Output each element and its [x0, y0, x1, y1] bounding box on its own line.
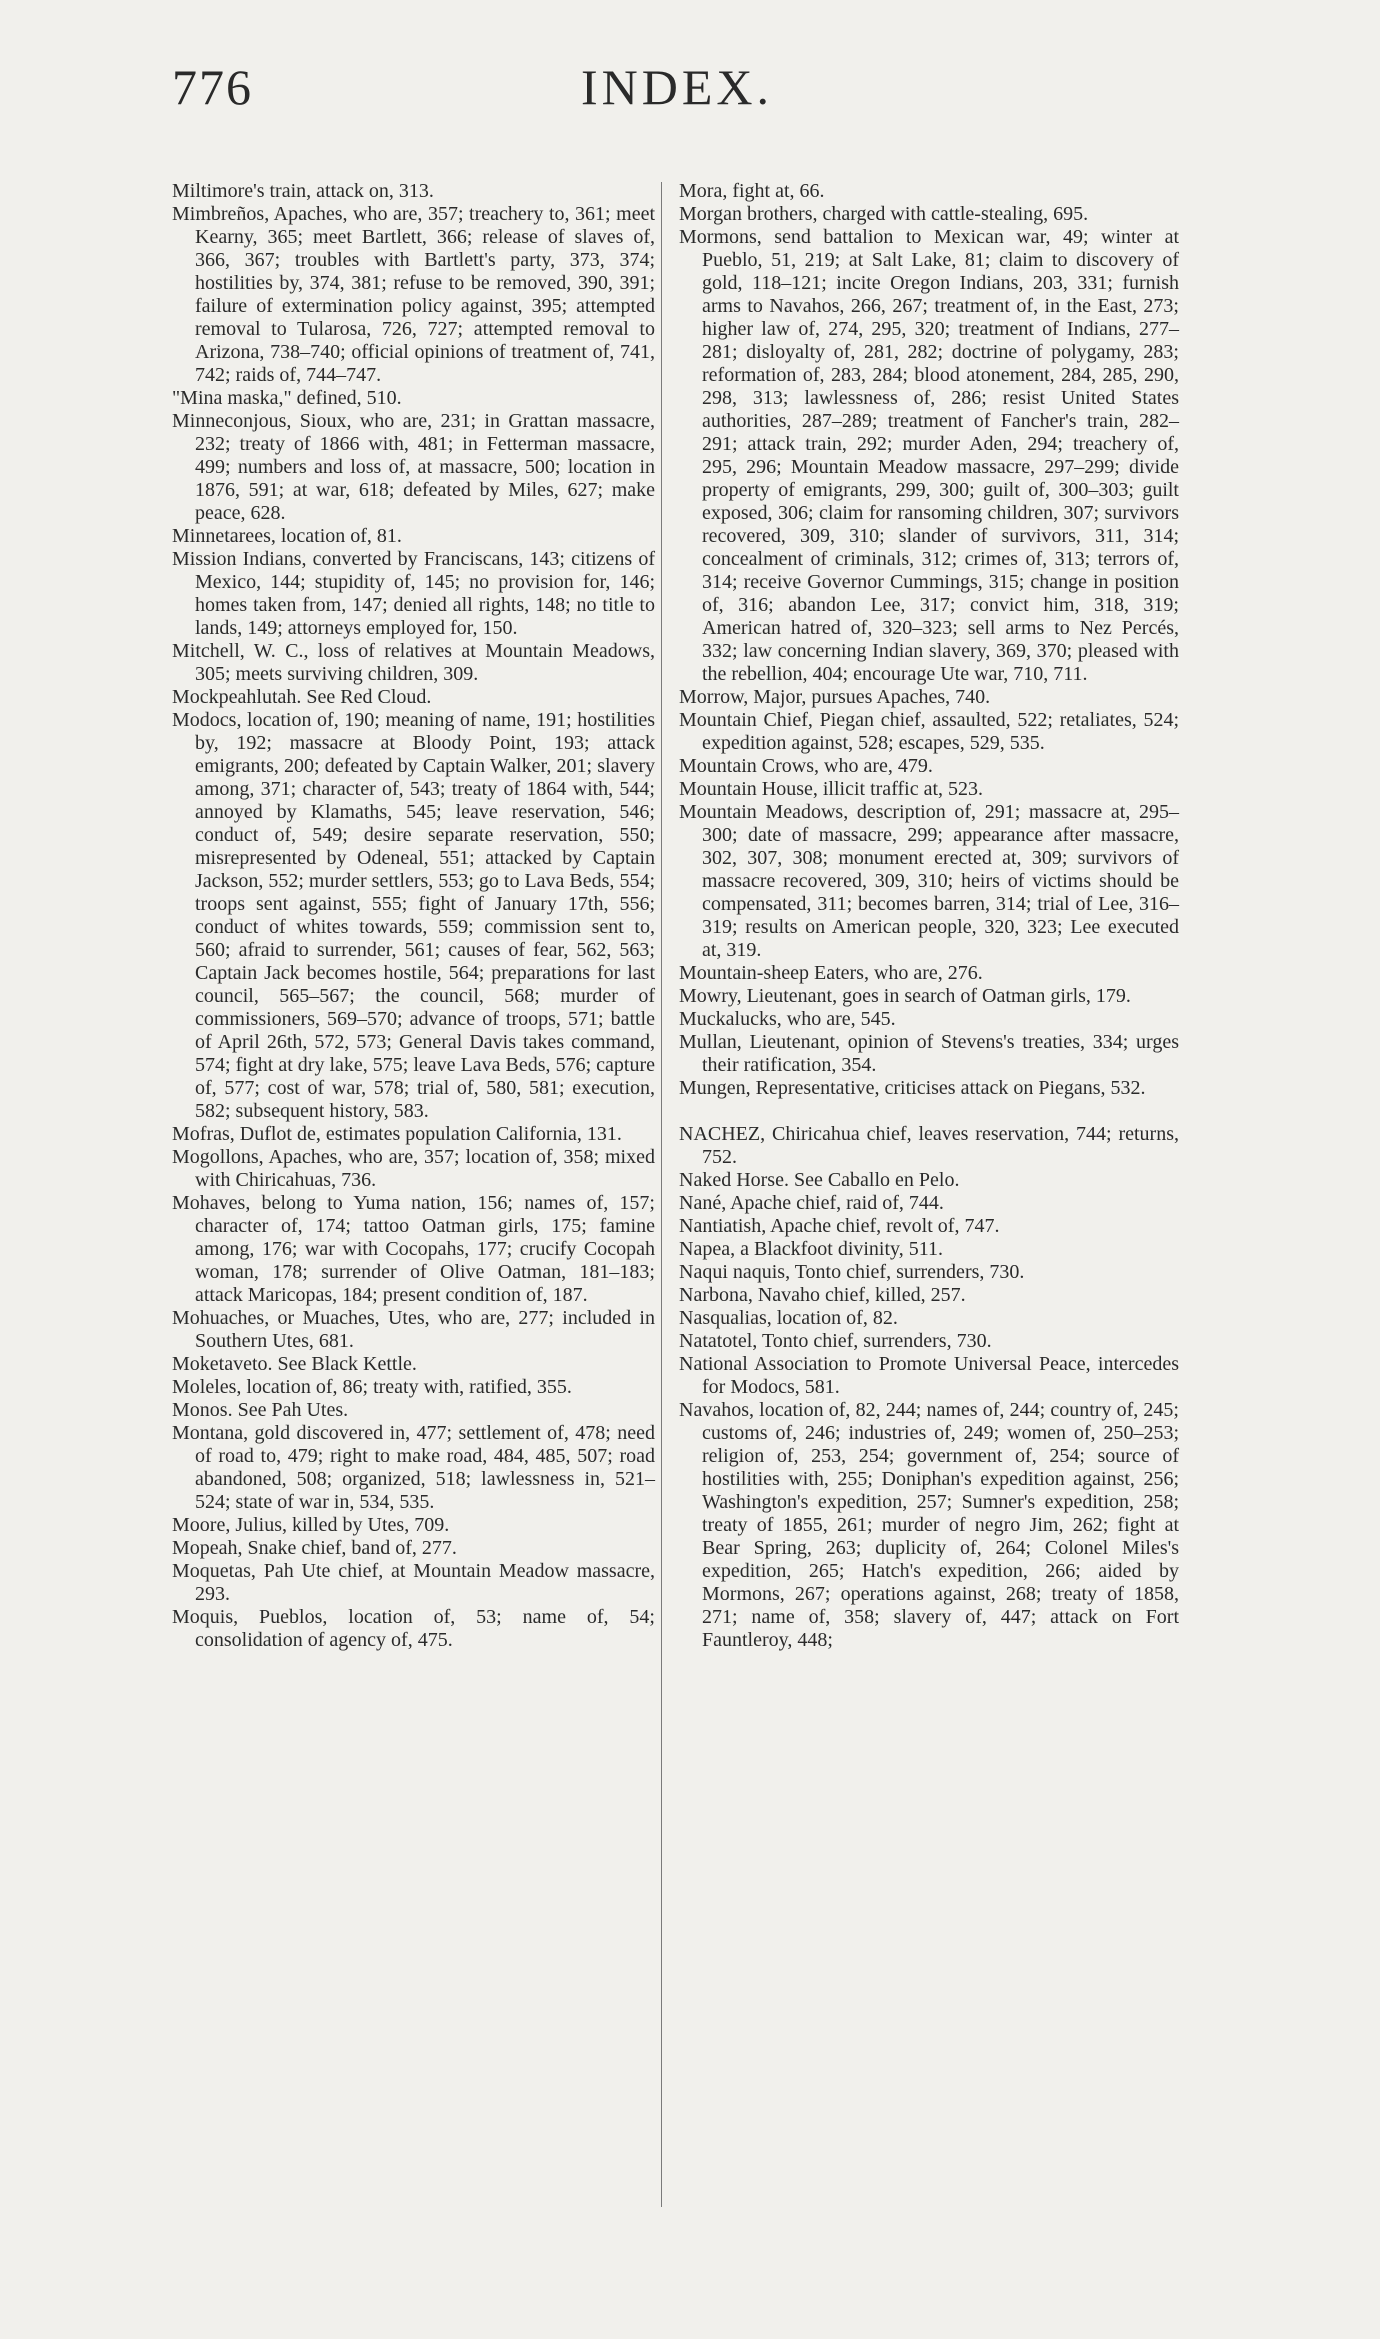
index-entry: Mohuaches, or Muaches, Utes, who are, 277; included in Southern Utes, 681. — [172, 1307, 655, 1352]
index-entry: Mopeah, Snake chief, band of, 277. — [172, 1537, 457, 1559]
index-entry: Moketaveto. See Black Kettle. — [172, 1353, 417, 1375]
index-entry: Monos. See Pah Utes. — [172, 1399, 349, 1421]
index-entry: Moquetas, Pah Ute chief, at Mountain Meadow massacre, 293. — [172, 1560, 655, 1605]
index-entry: Mullan, Lieutenant, opinion of Stevens's treaties, 334; urges their ratification, 354. — [679, 1031, 1179, 1076]
index-entry: Nasqualias, location of, 82. — [679, 1307, 898, 1329]
index-entry: Mowry, Lieutenant, goes in search of Oatman girls, 179. — [679, 985, 1131, 1007]
index-column-left — [172, 180, 655, 1652]
index-entry: Muckalucks, who are, 545. — [679, 1008, 896, 1030]
index-entry: Mission Indians, converted by Franciscans, 143; citizens of Mexico, 144; stupidity of, 145; no provision for, 146; homes taken from, 147; denied all rights, 148; no title to lands, 149; attorneys employed for, 150. — [172, 548, 655, 639]
index-entry: Mogollons, Apaches, who are, 357; location of, 358; mixed with Chiricahuas, 736. — [172, 1146, 655, 1191]
index-entry: Mountain House, illicit traffic at, 523. — [679, 778, 984, 800]
index-entry: National Association to Promote Universal Peace, intercedes for Modocs, 581. — [679, 1353, 1179, 1398]
index-entry: Mora, fight at, 66. — [679, 180, 825, 202]
index-entry: Moleles, location of, 86; treaty with, ratified, 355. — [172, 1376, 572, 1398]
index-entry: Napea, a Blackfoot divinity, 511. — [679, 1238, 944, 1260]
page-header — [172, 58, 1182, 128]
index-entry: Minneconjous, Sioux, who are, 231; in Grattan massacre, 232; treaty of 1866 with, 481; in Fetterman massacre, 499; numbers and loss of, at massacre, 500; location in 1876, 591; at war, 618; defeated by Miles, 627; make peace, 628. — [172, 410, 655, 524]
index-entry: Modocs, location of, 190; meaning of name, 191; hostilities by, 192; massacre at Bloody Point, 193; attack emigrants, 200; defeated by Captain Walker, 201; slavery among, 371; character of, 543; treaty of 1864 with, 544; annoyed by Klamaths, 545; leave reservation, 546; conduct of, 549; desire separate reservation, 550; misrepresented by Odeneal, 551; attacked by Captain Jackson, 552; murder settlers, 553; go to Lava Beds, 554; troops sent against, 555; fight of January 17th, 556; conduct of whites towards, 559; commission sent to, 560; afraid to surrender, 561; causes of fear, 562, 563; Captain Jack becomes hostile, 564; preparations for last council, 565–567; the council, 568; murder of commissioners, 569–570; advance of troops, 571; battle of April 26th, 572, 573; General Davis takes command, 574; fight at dry lake, 575; leave Lava Beds, 576; capture of, 577; cost of war, 578; trial of, 580, 581; execution, 582; subsequent history, 583. — [172, 709, 655, 1122]
index-entry: Mimbreños, Apaches, who are, 357; treachery to, 361; meet Kearny, 365; meet Bartlett, 366; release of slaves of, 366, 367; troubles with Bartlett's party, 373, 374; hostilities by, 374, 381; refuse to be removed, 390, 391; failure of extermination policy against, 395; attempted removal to Tularosa, 726, 727; attempted removal to Arizona, 738–740; official opinions of treatment of, 741, 742; raids of, 744–747. — [172, 203, 655, 386]
index-entry: Minnetarees, location of, 81. — [172, 525, 402, 547]
index-entry: Moquis, Pueblos, location of, 53; name of, 54; consolidation of agency of, 475. — [172, 1606, 655, 1651]
index-entry: Nantiatish, Apache chief, revolt of, 747. — [679, 1215, 1000, 1237]
index-entry: Navahos, location of, 82, 244; names of, 244; country of, 245; customs of, 246; industries of, 249; women of, 250–253; religion of, 253, 254; government of, 254; source of hostilities with, 255; Doniphan's expedition against, 256; Washington's expedition, 257; Sumner's expedition, 258; treaty of 1855, 261; murder of negro Jim, 262; fight at Bear Spring, 263; duplicity of, 264; Colonel Miles's expedition, 265; Hatch's expedition, 266; aided by Mormons, 267; operations against, 268; treaty of 1858, 271; name of, 358; slavery of, 447; attack on Fort Fauntleroy, 448; — [679, 1399, 1179, 1651]
page-title: INDEX. — [580, 59, 774, 115]
index-entry: Mohaves, belong to Yuma nation, 156; names of, 157; character of, 174; tattoo Oatman girls, 175; famine among, 176; war with Cocopahs, 177; crucify Cocopah woman, 178; surrender of Olive Oatman, 181–183; attack Maricopas, 184; present condition of, 187. — [172, 1192, 655, 1306]
index-entry: Morrow, Major, pursues Apaches, 740. — [679, 686, 991, 708]
page-number: 776 — [172, 59, 253, 115]
index-entry: Nané, Apache chief, raid of, 744. — [679, 1192, 944, 1214]
index-entry: Moore, Julius, killed by Utes, 709. — [172, 1514, 450, 1536]
index-entry: Mountain-sheep Eaters, who are, 276. — [679, 962, 983, 984]
index-entry: Mitchell, W. C., loss of relatives at Mountain Meadows, 305; meets surviving children, 309. — [172, 640, 655, 685]
index-entry: Montana, gold discovered in, 477; settlement of, 478; need of road to, 479; right to make road, 484, 485, 507; road abandoned, 508; organized, 518; lawlessness in, 521–524; state of war in, 534, 535. — [172, 1422, 655, 1513]
index-entry: Morgan brothers, charged with cattle-stealing, 695. — [679, 203, 1089, 225]
index-entry: "Mina maska," defined, 510. — [172, 387, 402, 409]
index-entry: Naqui naquis, Tonto chief, surrenders, 730. — [679, 1261, 1025, 1283]
index-entry: Mountain Crows, who are, 479. — [679, 755, 933, 777]
index-entry: NACHEZ, Chiricahua chief, leaves reservation, 744; returns, 752. — [679, 1123, 1179, 1168]
index-column-right — [679, 180, 1179, 1652]
index-entry: Naked Horse. See Caballo en Pelo. — [679, 1169, 960, 1191]
index-entry: Mountain Chief, Piegan chief, assaulted, 522; retaliates, 524; expedition against, 528; escapes, 529, 535. — [679, 709, 1179, 754]
index-entry: Miltimore's train, attack on, 313. — [172, 180, 434, 202]
index-entry: Natatotel, Tonto chief, surrenders, 730. — [679, 1330, 992, 1352]
index-entry: Mountain Meadows, description of, 291; massacre at, 295–300; date of massacre, 299; appearance after massacre, 302, 307, 308; monument erected at, 309; survivors of massacre recovered, 309, 310; heirs of victims should be compensated, 311; becomes barren, 314; trial of Lee, 316–319; results on American people, 320, 323; Lee executed at, 319. — [679, 801, 1179, 961]
index-entry: Mofras, Duflot de, estimates population California, 131. — [172, 1123, 622, 1145]
index-entry: Mormons, send battalion to Mexican war, 49; winter at Pueblo, 51, 219; at Salt Lake, 81; claim to discovery of gold, 118–121; incite Oregon Indians, 203, 331; furnish arms to Navahos, 266, 267; treatment of, in the East, 273; higher law of, 274, 295, 320; treatment of Indians, 277–281; disloyalty of, 281, 282; doctrine of polygamy, 283; reformation of, 283, 284; blood atonement, 284, 285, 290, 298, 313; lawlessness of, 286; resist United States authorities, 287–289; treatment of Fancher's train, 282–291; attack train, 292; murder Aden, 294; treachery of, 295, 296; Mountain Meadow massacre, 297–299; divide property of emigrants, 299, 300; guilt of, 300–303; guilt exposed, 306; claim for ransoming children, 307; survivors recovered, 309, 310; slander of survivors, 311, 314; concealment of criminals, 312; crimes of, 313; terrors of, 314; receive Governor Cummings, 315; change in position of, 316; abandon Lee, 317; convict him, 318, 319; American hatred of, 320–323; sell arms to Nez Percés, 332; law concerning Indian slavery, 369, 370; pleased with the rebellion, 404; encourage Ute war, 710, 711. — [679, 226, 1179, 685]
index-entry: Narbona, Navaho chief, killed, 257. — [679, 1284, 966, 1306]
index-entry: Mungen, Representative, criticises attack on Piegans, 532. — [679, 1077, 1146, 1099]
index-entry: Mockpeahlutah. See Red Cloud. — [172, 686, 432, 708]
column-divider — [661, 182, 662, 2207]
